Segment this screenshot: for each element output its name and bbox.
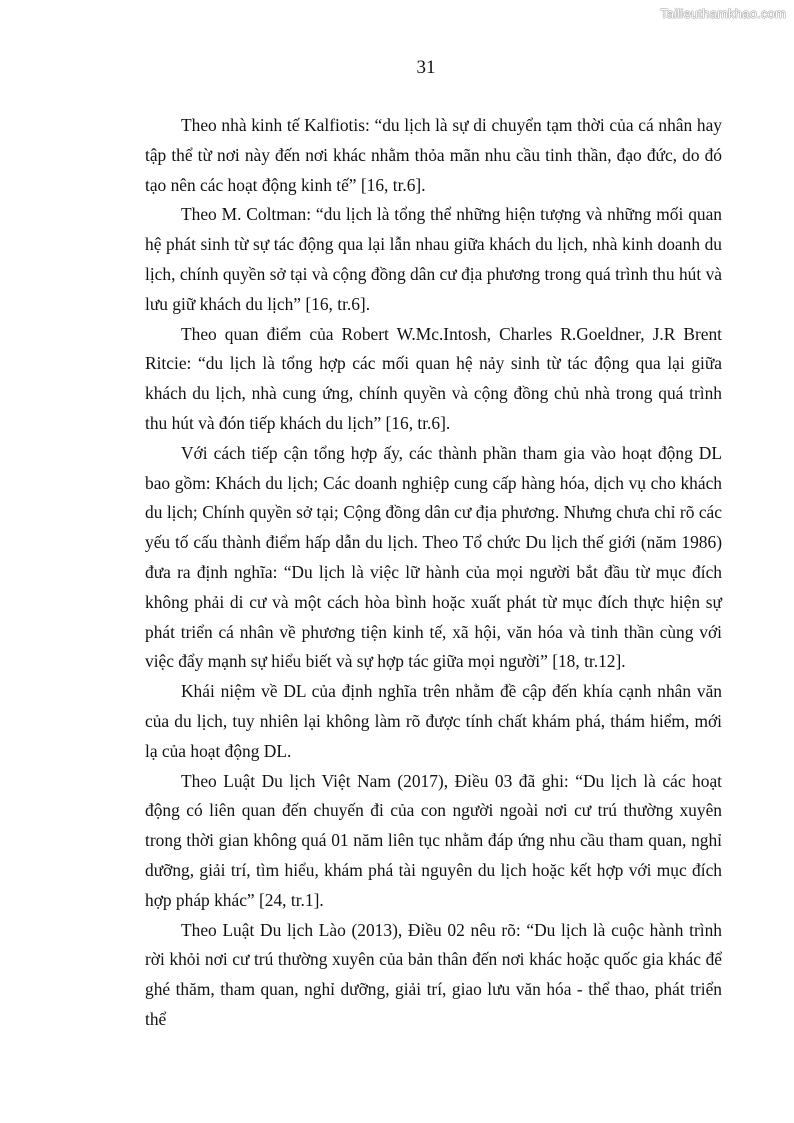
watermark: Tailieuthamkhao.com bbox=[660, 6, 786, 21]
paragraph-laos-law: Theo Luật Du lịch Lào (2013), Điều 02 nêu rõ: “Du lịch là cuộc hành trình rời khỏi nơi cư trú thường xuyên của bản thân đến nơi khác hoặc quốc gia khác để ghé thăm, tham quan, nghỉ dưỡng, giải trí, giao lưu văn hóa - thể thao, phát triển thể bbox=[145, 919, 722, 1029]
paragraph-components: Với cách tiếp cận tổng hợp ấy, các thành phần tham gia vào hoạt động DL bao gồm: Khách du lịch; Các doanh nghiệp cung cấp hàng hóa, dịch vụ cho khách du lịch; Chính quyền sở tại; Cộng đồng dân cư địa phương. Nhưng chưa chỉ rõ các yếu tố cấu thành điểm hấp dẫn du lịch. Theo Tổ chức Du lịch thế giới (năm 1986) đưa ra định nghĩa: “Du lịch là việc lữ hành của mọi người bắt đầu từ mục đích không phải di cư và một cách hòa bình hoặc xuất phát từ mục đích thực hiện sự phát triển cá nhân về phương tiện kinh tế, xã hội, văn hóa và tinh thần cùng với việc đẩy mạnh sự hiểu biết và sự hợp tác giữa mọi người” [18, tr.12]. bbox=[145, 442, 722, 672]
document-body bbox=[145, 111, 722, 1035]
page-number: 31 bbox=[416, 57, 436, 78]
paragraph-vietnam-law: Theo Luật Du lịch Việt Nam (2017), Điều 03 đã ghi: “Du lịch là các hoạt động có liên quan đến chuyến đi của con người ngoài nơi cư trú thường xuyên trong thời gian không quá 01 năm liên tục nhằm đáp ứng nhu cầu tham quan, nghỉ dưỡng, giải trí, tìm hiểu, khám phá tài nguyên du lịch hoặc kết hợp với mục đích hợp pháp khác” [24, tr.1]. bbox=[145, 770, 722, 910]
paragraph-coltman: Theo M. Coltman: “du lịch là tổng thể những hiện tượng và những mối quan hệ phát sinh từ sự tác động qua lại lẫn nhau giữa khách du lịch, nhà kinh doanh du lịch, chính quyền sở tại và cộng đồng dân cư địa phương trong quá trình thu hút và lưu giữ khách du lịch” [16, tr.6]. bbox=[145, 204, 722, 314]
paragraph-kalfiotis: Theo nhà kinh tế Kalfiotis: “du lịch là sự di chuyển tạm thời của cá nhân hay tập thể từ nơi này đến nơi khác nhằm thỏa mãn nhu cầu tinh thần, đạo đức, do đó tạo nên các hoạt động kinh tế” [16, tr.6]. bbox=[145, 115, 722, 195]
paragraph-mcintosh: Theo quan điểm của Robert W.Mc.Intosh, Charles R.Goeldner, J.R Brent Ritcie: “du lịch là tổng hợp các mối quan hệ nảy sinh từ tác động qua lại giữa khách du lịch, nhà cung ứng, chính quyền và cộng đồng chủ nhà trong quá trình thu hút và đón tiếp khách du lịch” [16, tr.6]. bbox=[145, 323, 722, 433]
paragraph-concept-note: Khái niệm về DL của định nghĩa trên nhằm đề cập đến khía cạnh nhân văn của du lịch, tuy nhiên lại không làm rõ được tính chất khám phá, thám hiểm, mới lạ của hoạt động DL. bbox=[145, 681, 722, 761]
